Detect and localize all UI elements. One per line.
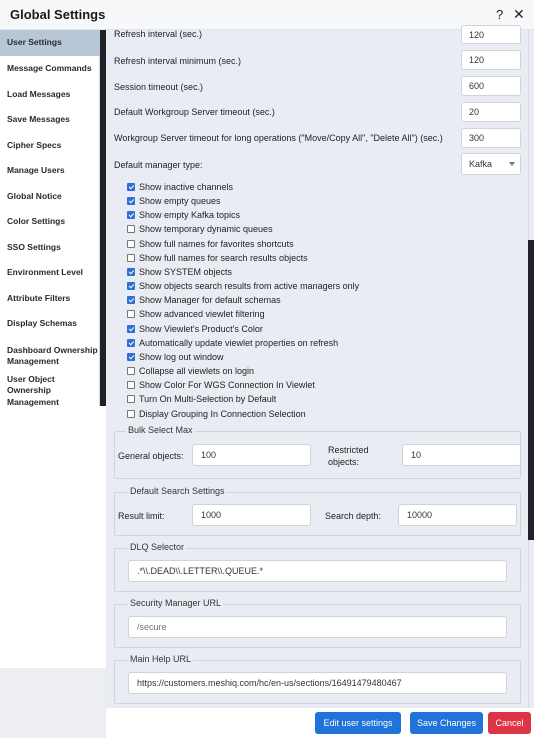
setting-checkbox-row[interactable]: [127, 194, 221, 208]
result-limit-label: Result limit:: [118, 511, 165, 521]
sidebar-item-sso-settings[interactable]: SSO Settings: [7, 242, 61, 253]
checkbox-label: Automatically update viewlet properties on refresh: [139, 337, 339, 348]
sidebar-item-cipher-specs[interactable]: Cipher Specs: [7, 140, 62, 151]
sidebar-item-environment-level[interactable]: Environment Level: [7, 267, 84, 278]
search-depth-label: Search depth:: [325, 511, 382, 521]
checkbox-unchecked[interactable]: [127, 381, 135, 389]
setting-checkbox-row[interactable]: [127, 336, 338, 350]
checkbox-checked[interactable]: [127, 325, 135, 333]
sidebar-item-color-settings[interactable]: Color Settings: [7, 216, 66, 227]
sidebar-item-manage-users[interactable]: Manage Users: [7, 165, 65, 176]
sidebar-item-global-notice[interactable]: Global Notice: [7, 191, 62, 202]
general-objects-label: General objects:: [118, 451, 184, 461]
checkbox-unchecked[interactable]: [127, 410, 135, 418]
checkbox-unchecked[interactable]: [127, 310, 135, 318]
checkbox-unchecked[interactable]: [127, 367, 135, 375]
setting-checkbox-row[interactable]: [127, 237, 294, 251]
checkbox-checked[interactable]: [127, 296, 135, 304]
checkbox-label: Show log out window: [139, 351, 224, 362]
security-manager-legend: Security Manager URL: [130, 598, 222, 608]
sidebar-item-user-object-ownership[interactable]: User Object Ownership Management: [7, 374, 59, 407]
checkbox-label: Show empty queues: [139, 196, 221, 207]
lower-left-backdrop: [0, 668, 106, 738]
window-title: Global Settings: [10, 7, 106, 22]
checkbox-label: Show empty Kafka topics: [139, 210, 241, 221]
edit-user-settings-button[interactable]: Edit user settings: [315, 712, 401, 734]
manager-type-select[interactable]: Kafka: [461, 153, 521, 175]
result-limit-input[interactable]: [192, 504, 311, 526]
checkbox-checked[interactable]: [127, 282, 135, 290]
setting-checkbox-row[interactable]: [127, 407, 306, 421]
setting-checkbox-row[interactable]: [127, 307, 265, 321]
setting-checkbox-row[interactable]: [127, 279, 359, 293]
sidebar-item-message-commands[interactable]: Message Commands: [7, 63, 92, 74]
checkbox-unchecked[interactable]: [127, 395, 135, 403]
setting-checkbox-row[interactable]: [127, 364, 254, 378]
wgs-long-timeout-label: Workgroup Server timeout for long operations ("Move/Copy All", "Delete All") (sec.): [114, 133, 443, 143]
bulk-select-legend: Bulk Select Max: [128, 425, 193, 435]
setting-checkbox-row[interactable]: [127, 322, 263, 336]
checkbox-label: Show Viewlet's Product's Color: [139, 323, 263, 334]
help-icon[interactable]: ?: [496, 7, 504, 22]
checkbox-label: Show SYSTEM objects: [139, 266, 233, 277]
checkbox-label: Display Grouping In Connection Selection: [139, 408, 306, 419]
checkbox-label: Show advanced viewlet filtering: [139, 309, 265, 320]
cancel-button[interactable]: Cancel: [488, 712, 531, 734]
wgs-long-timeout-input[interactable]: [461, 128, 521, 148]
checkbox-unchecked[interactable]: [127, 254, 135, 262]
checkbox-label: Turn On Multi-Selection by Default: [139, 394, 277, 405]
session-timeout-input[interactable]: [461, 76, 521, 96]
checkbox-checked[interactable]: [127, 339, 135, 347]
restricted-objects-label: Restricted objects:: [328, 445, 369, 468]
sidebar-item-display-schemas[interactable]: Display Schemas: [7, 318, 77, 329]
setting-checkbox-row[interactable]: [127, 251, 308, 265]
help-url-legend: Main Help URL: [130, 654, 192, 664]
help-url-input[interactable]: [128, 672, 507, 694]
sidebar-item-dashboard-ownership[interactable]: Dashboard Ownership Management: [7, 344, 98, 366]
general-objects-input[interactable]: [192, 444, 311, 466]
session-timeout-label: Session timeout (sec.): [114, 82, 204, 92]
checkbox-checked[interactable]: [127, 197, 135, 205]
refresh-interval-input[interactable]: [461, 25, 521, 44]
setting-checkbox-row[interactable]: [127, 350, 224, 364]
search-settings-legend: Default Search Settings: [130, 486, 225, 496]
setting-checkbox-row[interactable]: [127, 208, 240, 222]
sidebar-item-user-settings[interactable]: User Settings: [0, 30, 100, 56]
refresh-interval-min-input[interactable]: [461, 50, 521, 70]
checkbox-label: Show full names for favorites shortcuts: [139, 238, 294, 249]
dlq-legend: DLQ Selector: [130, 542, 185, 552]
checkbox-label: Show Manager for default schemas: [139, 295, 281, 306]
manager-type-label: Default manager type:: [114, 160, 203, 170]
refresh-interval-label: Refresh interval (sec.): [114, 29, 203, 39]
setting-checkbox-row[interactable]: [127, 378, 315, 392]
wgs-timeout-label: Default Workgroup Server timeout (sec.): [114, 107, 275, 117]
close-icon[interactable]: ✕: [513, 6, 525, 22]
security-manager-url-input[interactable]: [128, 616, 507, 638]
chevron-down-icon: [509, 162, 515, 166]
checkbox-checked[interactable]: [127, 211, 135, 219]
checkbox-unchecked[interactable]: [127, 240, 135, 248]
checkbox-checked[interactable]: [127, 353, 135, 361]
checkbox-label: Show Color For WGS Connection In Viewlet: [139, 380, 315, 391]
panel-scrollbar-thumb[interactable]: [528, 240, 534, 540]
sidebar-item-attribute-filters[interactable]: Attribute Filters: [7, 293, 71, 304]
checkbox-label: Show full names for search results objects: [139, 252, 308, 263]
refresh-interval-min-label: Refresh interval minimum (sec.): [114, 56, 242, 66]
sidebar-item-load-messages[interactable]: Load Messages: [7, 89, 71, 100]
restricted-objects-input[interactable]: [402, 444, 521, 466]
setting-checkbox-row[interactable]: [127, 222, 273, 236]
wgs-timeout-input[interactable]: [461, 102, 521, 122]
checkbox-label: Collapse all viewlets on login: [139, 366, 255, 377]
setting-checkbox-row[interactable]: [127, 180, 233, 194]
setting-checkbox-row[interactable]: [127, 392, 276, 406]
setting-checkbox-row[interactable]: [127, 265, 232, 279]
checkbox-checked[interactable]: [127, 268, 135, 276]
checkbox-label: Show inactive channels: [139, 182, 234, 192]
checkbox-label: Show objects search results from active managers only: [139, 281, 360, 292]
checkbox-checked[interactable]: [127, 183, 135, 191]
setting-checkbox-row[interactable]: [127, 293, 281, 307]
checkbox-label: Show temporary dynamic queues: [139, 224, 273, 235]
save-changes-button[interactable]: Save Changes: [410, 712, 483, 734]
dlq-selector-input[interactable]: [128, 560, 507, 582]
sidebar-item-save-messages[interactable]: Save Messages: [7, 114, 70, 125]
checkbox-unchecked[interactable]: [127, 225, 135, 233]
search-depth-input[interactable]: [398, 504, 517, 526]
